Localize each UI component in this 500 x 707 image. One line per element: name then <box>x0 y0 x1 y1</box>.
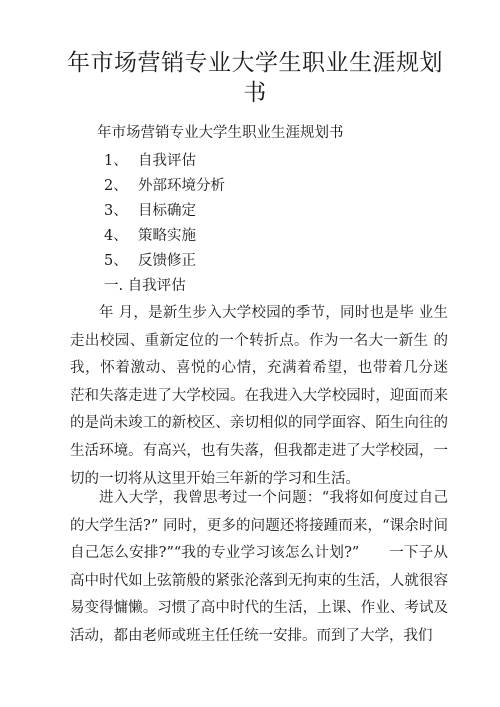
toc-label: 策略实施 <box>138 228 196 244</box>
toc-item <box>104 249 196 270</box>
toc-number: 4、 <box>104 228 128 244</box>
toc-item <box>104 174 225 195</box>
document-subtitle: 年市场营销专业大学生职业生涯规划书 <box>97 125 344 141</box>
document-title: 年市场营销专业大学生职业生涯规划书 <box>67 50 443 106</box>
toc-label: 外部环境分析 <box>138 178 225 194</box>
toc-number: 1、 <box>104 153 128 169</box>
toc-label: 自我评估 <box>138 153 196 169</box>
toc-label: 目标确定 <box>138 203 196 219</box>
toc-label: 反馈修正 <box>138 253 196 269</box>
toc-item <box>104 149 196 170</box>
toc-number: 2、 <box>104 178 128 194</box>
toc-number: 3、 <box>104 203 128 219</box>
toc-item <box>104 224 196 245</box>
body-paragraph: 进入大学，我曾思考过一个问题：“我将如何度过自己的大学生活?” 同时，更多的问题还将接踵而来，“课余时间自己怎么安排?”“我的专业学习该怎么计划?” 一下子从高中时代如上弦箭般的紧张沦落到无拘束的生活，人就很容易变得慵懒。习惯了高中时代的生活，上课、作业、考试及活动，都由老师或班主任任统一安排。而到了大学，我们 <box>70 490 448 644</box>
section-heading: 一. 自我评估 <box>104 278 186 294</box>
toc-item <box>104 199 196 220</box>
body-paragraph: 年 月，是新生步入大学校园的季节，同时也是毕 业生走出校园、重新定位的一个转折点。作为一名大一新生 的我，怀着激动、喜悦的心情，充满着希望，也带着几分迷 茫和失落走进了大学校园。在我进入大学校园时，迎面而来 的是尚未竣工的新校区、亲切相似的同学面容、陌生向往的 生活环境。有高兴，也有失落，但我都走进了大学校园，一 切的一切将从这里开始三年新的学习和生活。 <box>70 305 448 487</box>
toc-number: 5、 <box>104 253 128 269</box>
